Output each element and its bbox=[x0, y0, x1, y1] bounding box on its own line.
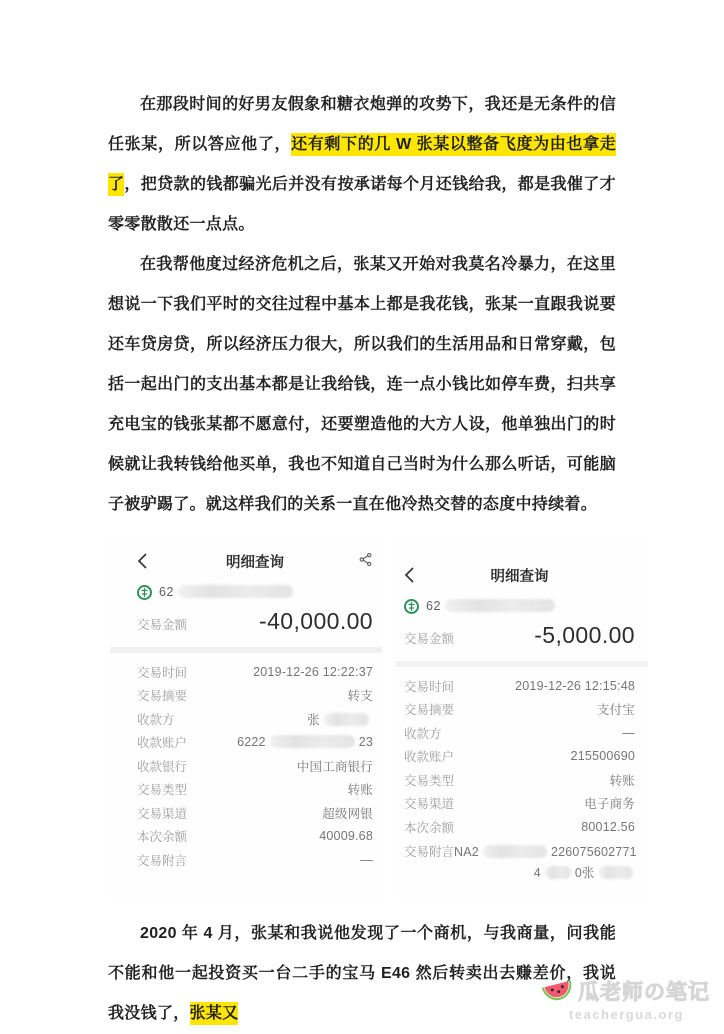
detail-value: 中国工商银行 bbox=[296, 759, 373, 774]
watermark-url: teachergua.org bbox=[569, 1007, 684, 1022]
detail-label: 交易时间 bbox=[137, 665, 188, 680]
blurred-payee-account bbox=[270, 735, 355, 748]
detail-value: 转账 bbox=[347, 783, 373, 798]
detail-label: 本次余额 bbox=[137, 830, 188, 845]
detail-row bbox=[404, 768, 635, 792]
account-number-prefix: 62 bbox=[159, 585, 174, 599]
amount-row bbox=[404, 622, 635, 649]
paragraph-3-highlight: 张某又 bbox=[190, 1002, 239, 1025]
detail-label: 交易渠道 bbox=[404, 797, 455, 812]
watermark-title: 瓜老师の笔记 bbox=[578, 981, 710, 1004]
share-icon bbox=[358, 552, 373, 567]
detail-label: 交易类型 bbox=[404, 773, 455, 788]
detail-label: 本次余额 bbox=[404, 820, 455, 835]
section-divider bbox=[110, 647, 382, 653]
detail-value: — bbox=[360, 852, 373, 867]
detail-value: 215500690 bbox=[570, 749, 635, 764]
paragraph-3-text: 2020 年 4 月，张某和我说他发现了一个商机，与我商量，问我能不能和他一起投资买一台二手的宝马 E46 然后转卖出去赚差价，我说我没钱了， bbox=[108, 925, 616, 1022]
detail-value: 支付宝 bbox=[596, 703, 635, 718]
detail-value: 张 bbox=[307, 710, 373, 728]
detail-value: 40009.68 bbox=[319, 829, 373, 844]
paragraph-1-text: 在那段时间的好男友假象和糖衣炮弹的攻势下，我还是无条件的信任张某，所以答应他了， bbox=[108, 96, 616, 153]
blurred-memo bbox=[599, 866, 633, 879]
paragraph-1-text-after: ，把贷款的钱都骗光后并没有按承诺每个月还钱给我，都是我催了才零零散散还一点点。 bbox=[108, 176, 616, 233]
detail-row bbox=[404, 698, 635, 722]
detail-value: 电子商务 bbox=[584, 797, 635, 812]
paragraph-1-highlight: 还有剩下的几 W 张某以整备飞度为由也拿走了 bbox=[108, 133, 616, 196]
amount-label: 交易金额 bbox=[404, 632, 455, 646]
paragraph-2 bbox=[0, 245, 724, 525]
detail-row bbox=[404, 674, 635, 698]
detail-row bbox=[137, 684, 373, 708]
blurred-account-number bbox=[445, 599, 555, 612]
detail-label: 收款方 bbox=[404, 726, 442, 741]
detail-row bbox=[137, 825, 373, 849]
watermelon-icon bbox=[540, 975, 575, 1007]
detail-row bbox=[404, 792, 635, 816]
detail-value: 转账 bbox=[609, 773, 635, 788]
blurred-payee-name bbox=[324, 713, 369, 726]
detail-value: 80012.56 bbox=[581, 819, 635, 834]
transaction-card-40000 bbox=[110, 535, 382, 900]
detail-row bbox=[404, 745, 635, 769]
transaction-card-5000 bbox=[396, 535, 648, 900]
watermark-row bbox=[543, 976, 710, 1006]
detail-value: 2019-12-26 12:22:37 bbox=[253, 664, 373, 679]
account-row bbox=[404, 598, 635, 614]
detail-row bbox=[137, 754, 373, 778]
amount-value: -40,000.00 bbox=[259, 608, 373, 634]
detail-label: 交易时间 bbox=[404, 679, 455, 694]
bank-logo-icon bbox=[404, 599, 419, 614]
section-divider bbox=[396, 661, 648, 667]
detail-label: 交易渠道 bbox=[137, 806, 188, 821]
account-number-prefix: 62 bbox=[426, 599, 441, 613]
detail-row bbox=[137, 707, 373, 731]
card-title: 明细查询 bbox=[226, 554, 284, 571]
blurred-memo bbox=[545, 866, 571, 879]
detail-label: 交易附言 bbox=[404, 844, 455, 859]
detail-label: 交易类型 bbox=[137, 783, 188, 798]
detail-value: 转支 bbox=[347, 689, 373, 704]
detail-row bbox=[137, 660, 373, 684]
amount-row bbox=[137, 608, 373, 635]
detail-row bbox=[404, 721, 635, 745]
paragraph-2-text: 在我帮他度过经济危机之后，张某又开始对我莫名冷暴力，在这里想说一下我们平时的交往过程中基本上都是我花钱，张某一直跟我说要还车贷房贷，所以经济压力很大，所以我们的生活用品和日常穿戴，包括一起出门的支出基本都是让我给钱，连一点小钱比如停车费，扫共享充电宝的钱张某都不愿意付，还要塑造他的大方人设，他单独出门的时候就让我转钱给他买单，我也不知道自己当时为什么那么听话，可能脑子被驴踢了。就这样我们的关系一直在他冷热交替的态度中持续着。 bbox=[108, 256, 616, 513]
detail-row bbox=[137, 731, 373, 755]
detail-label: 交易附言 bbox=[137, 853, 188, 868]
detail-value: NA2 226075602771 4 0张 bbox=[454, 844, 637, 880]
detail-label: 收款账户 bbox=[404, 750, 455, 765]
blurred-memo bbox=[483, 845, 547, 858]
transaction-screenshots bbox=[0, 535, 724, 900]
watermark-badge bbox=[543, 976, 710, 1022]
detail-value: 2019-12-26 12:15:48 bbox=[515, 678, 635, 693]
card-header bbox=[404, 565, 635, 585]
detail-value: 6222 23 bbox=[237, 735, 373, 750]
detail-value: — bbox=[622, 725, 635, 740]
back-icon bbox=[137, 553, 147, 569]
bank-logo-icon bbox=[137, 585, 152, 600]
detail-label: 收款银行 bbox=[137, 759, 188, 774]
detail-row bbox=[404, 815, 635, 839]
detail-label: 收款账户 bbox=[137, 736, 188, 751]
blurred-account-number bbox=[178, 585, 293, 598]
paragraph-1 bbox=[0, 85, 724, 245]
detail-row bbox=[404, 839, 635, 887]
amount-label: 交易金额 bbox=[137, 618, 188, 632]
card-title: 明细查询 bbox=[490, 568, 549, 585]
detail-row bbox=[137, 778, 373, 802]
detail-label: 交易摘要 bbox=[137, 689, 188, 704]
back-icon bbox=[404, 567, 414, 583]
detail-row bbox=[137, 848, 373, 872]
detail-label: 收款方 bbox=[137, 712, 175, 727]
detail-value: 超级网银 bbox=[322, 806, 373, 821]
card-header bbox=[137, 551, 373, 571]
detail-label: 交易摘要 bbox=[404, 703, 455, 718]
detail-row bbox=[137, 801, 373, 825]
account-row bbox=[137, 584, 373, 600]
amount-value: -5,000.00 bbox=[534, 622, 635, 648]
